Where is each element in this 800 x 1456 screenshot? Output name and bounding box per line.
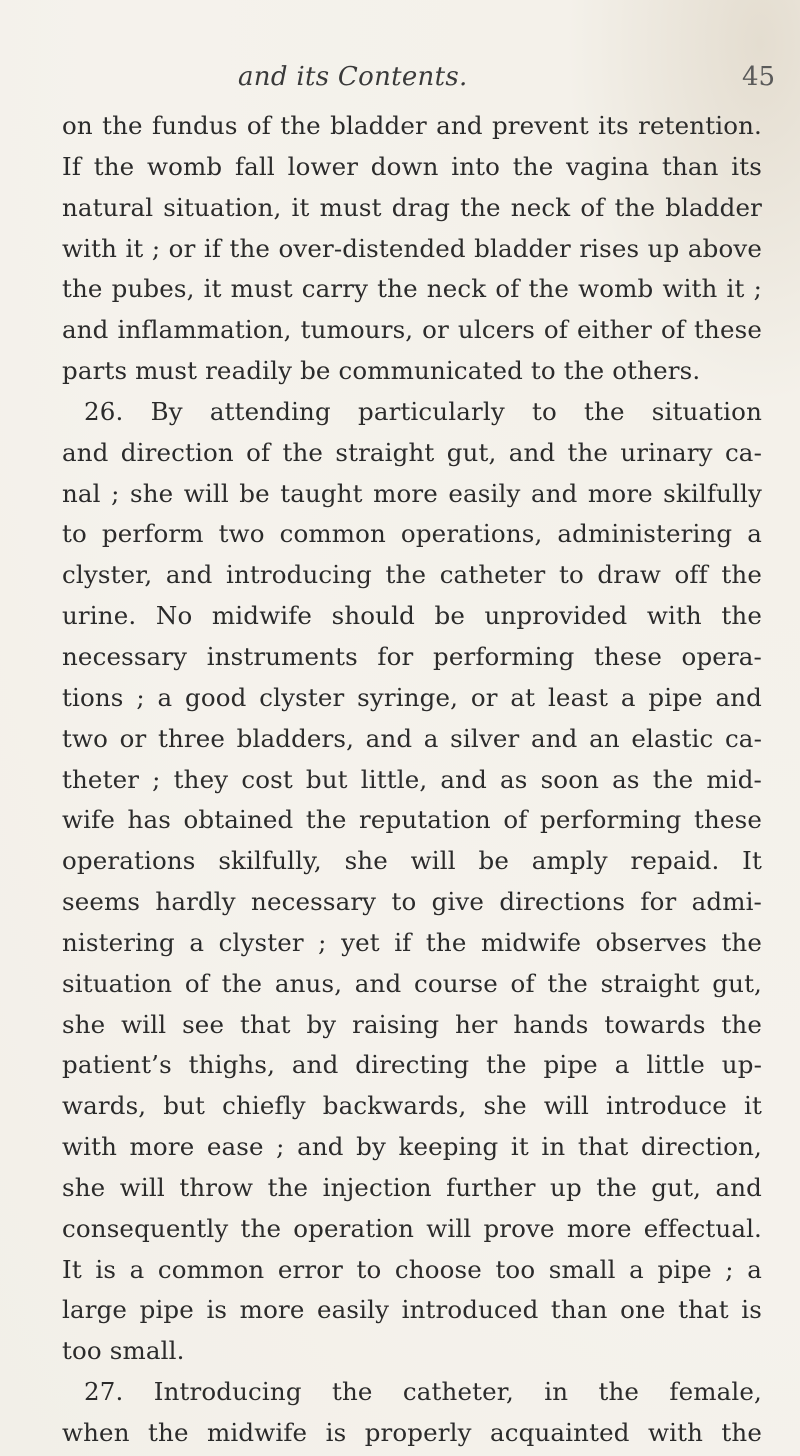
text-line: tions ; a good clyster syringe, or at least a pipe and	[62, 682, 762, 712]
text-line: and inflammation, tumours, or ulcers of either of these	[62, 315, 762, 345]
body-text	[62, 106, 762, 1454]
text-line: situation of the anus, and course of the straight gut,	[62, 968, 762, 998]
page-number: 45	[742, 62, 776, 92]
text-line: urine. No midwife should be unprovided with the	[62, 601, 762, 631]
text-line: to perform two common operations, administering a	[62, 519, 762, 549]
text-line: natural situation, it must drag the neck of the bladder	[62, 192, 762, 222]
text-line: It is a common error to choose too small a pipe ; a	[62, 1254, 762, 1284]
text-line: wards, but chiefly backwards, she will introduce it	[62, 1091, 762, 1121]
text-line: nal ; she will be taught more easily and more skilfully	[62, 478, 762, 508]
text-line: she will throw the injection further up the gut, and	[62, 1172, 762, 1202]
page-header	[0, 62, 800, 102]
text-line: when the midwife is properly acquainted with the	[62, 1418, 762, 1447]
text-line: consequently the operation will prove more effectual.	[62, 1213, 762, 1243]
text-line: too small.	[62, 1336, 185, 1366]
text-line: theter ; they cost but little, and as soon as the mid-	[62, 764, 762, 794]
text-line: and direction of the straight gut, and the urinary ca-	[62, 437, 762, 467]
text-line: If the womb fall lower down into the vagina than its	[62, 151, 762, 181]
text-line: large pipe is more easily introduced than one that is	[62, 1295, 762, 1325]
text-line: two or three bladders, and a silver and an elastic ca-	[62, 723, 762, 753]
text-line: clyster, and introducing the catheter to draw off the	[62, 560, 762, 590]
text-line: with it ; or if the over-distended bladder rises up above	[62, 233, 762, 263]
text-line: on the fundus of the bladder and prevent its retention.	[62, 111, 762, 140]
text-line: 26. By attending particularly to the situation	[84, 396, 762, 426]
running-title: and its Contents.	[238, 62, 468, 92]
text-line: operations skilfully, she will be amply repaid. It	[62, 846, 762, 876]
text-line: seems hardly necessary to give directions for admi-	[62, 887, 762, 917]
text-line: 27. Introducing the catheter, in the female,	[84, 1377, 762, 1407]
text-line: parts must readily be communicated to the others.	[62, 356, 701, 386]
text-line: she will see that by raising her hands towards the	[62, 1009, 762, 1039]
text-line: wife has obtained the reputation of performing these	[62, 805, 762, 835]
text-line: necessary instruments for performing these opera-	[62, 641, 762, 671]
text-line: nistering a clyster ; yet if the midwife observes the	[62, 927, 762, 957]
text-line: patient’s thighs, and directing the pipe a little up-	[62, 1050, 762, 1080]
text-line: with more ease ; and by keeping it in that direction,	[62, 1132, 762, 1162]
text-line: the pubes, it must carry the neck of the womb with it ;	[62, 274, 762, 304]
